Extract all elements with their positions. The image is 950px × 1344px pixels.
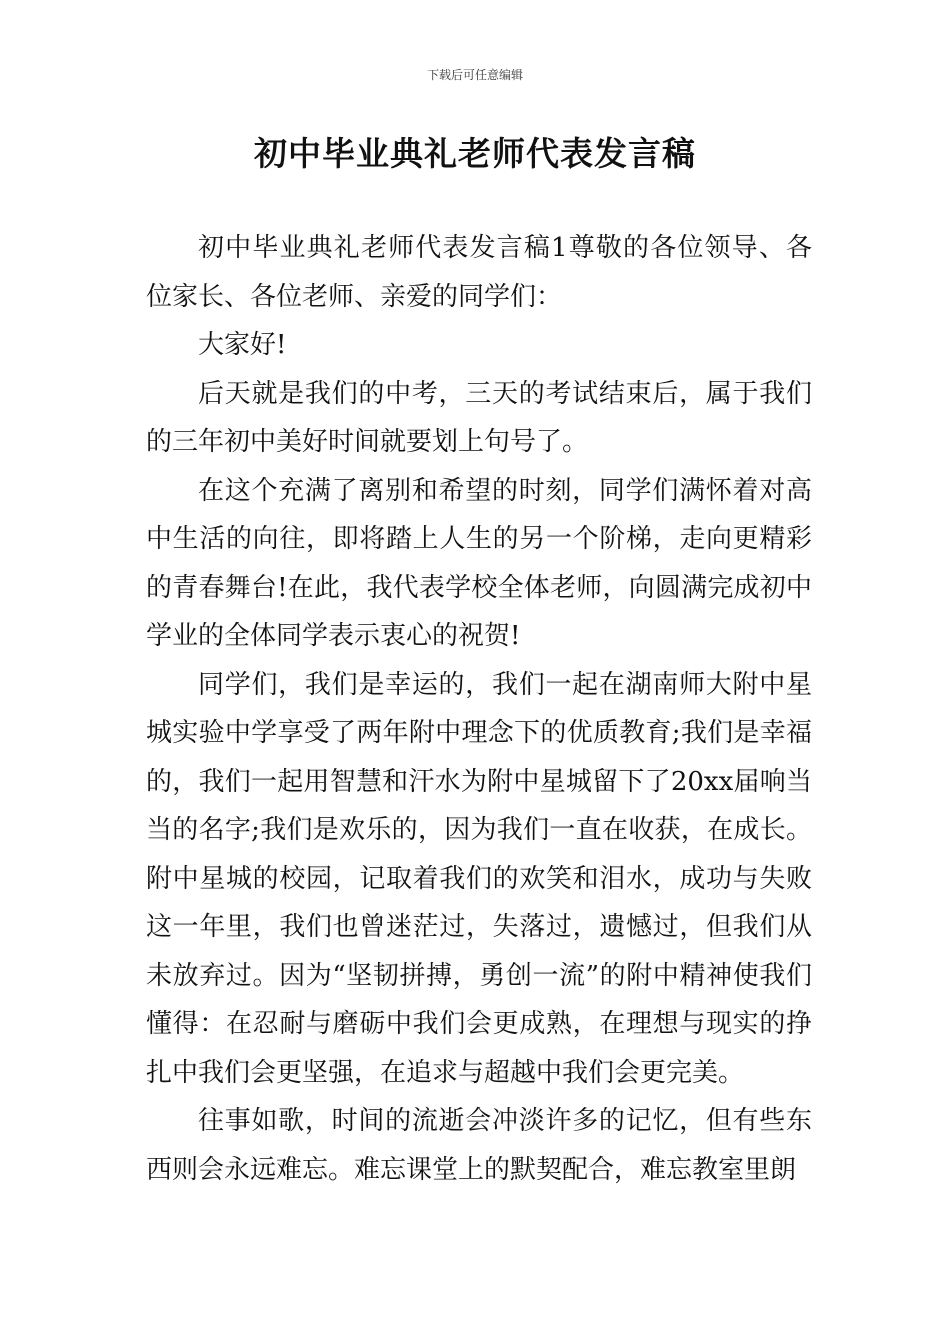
paragraph-exam: 后天就是我们的中考，三天的考试结束后，属于我们的三年初中美好时间就要划上句号了。	[146, 378, 812, 457]
document-body	[146, 224, 812, 1194]
header-note: 下载后可任意编辑	[426, 68, 523, 82]
paragraph-greeting: 初中毕业典礼老师代表发言稿1尊敬的各位领导、各位家长、各位老师、亲爱的同学们：	[146, 233, 812, 312]
paragraph-memories: 往事如歌，时间的流逝会冲淡许多的记忆，但有些东西则会永远难忘。难忘课堂上的默契配合，难忘教室里朗	[146, 1106, 812, 1185]
document-title: 初中毕业典礼老师代表发言稿	[254, 134, 696, 173]
paragraph-reflection: 同学们，我们是幸运的，我们一起在湖南师大附中星城实验中学享受了两年附中理念下的优质教育;我们是幸福的，我们一起用智慧和汗水为附中星城留下了20xx届响当当的名字;我们是欢乐的，因为我们一直在收获，在成长。附中星城的校园，记取着我们的欢笑和泪水，成功与失败这一年里，我们也曾迷茫过，失落过，遗憾过，但我们从未放弃过。因为“坚韧拼搏，勇创一流”的附中精神使我们懂得：在忍耐与磨砺中我们会更成熟，在理想与现实的挣扎中我们会更坚强，在追求与超越中我们会更完美。	[146, 669, 812, 1088]
paragraph-congratulations: 在这个充满了离别和希望的时刻，同学们满怀着对高中生活的向往，即将踏上人生的另一个阶梯，走向更精彩的青春舞台!在此，我代表学校全体老师，向圆满完成初中学业的全体同学表示衷心的祝贺!	[146, 475, 812, 651]
paragraph-hello: 大家好!	[198, 330, 287, 360]
